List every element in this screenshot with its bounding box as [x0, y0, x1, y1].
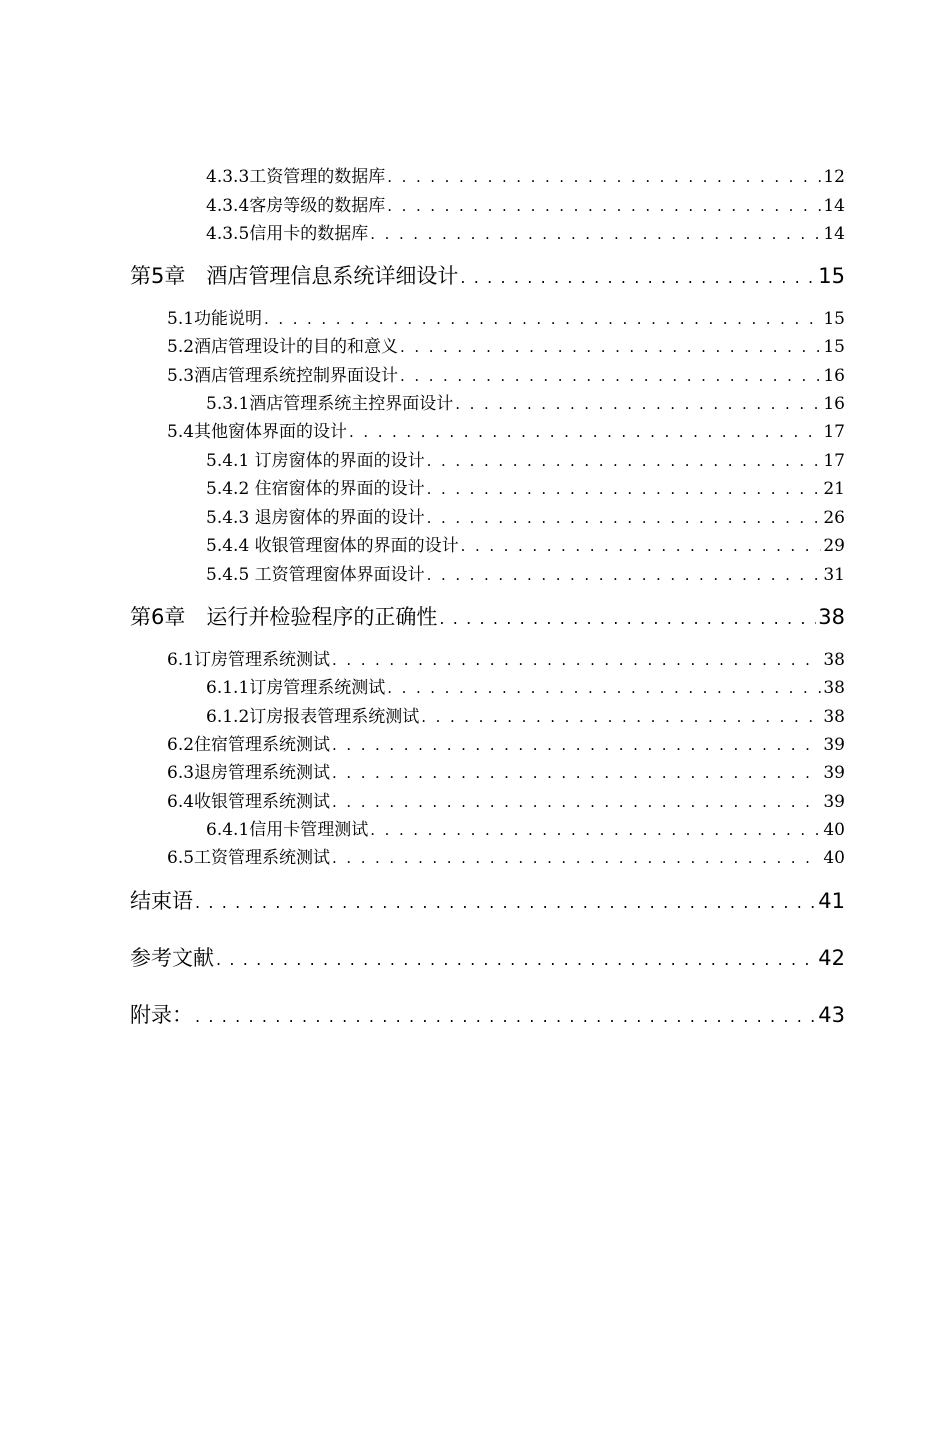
- dot-leader: [370, 221, 821, 247]
- toc-page-number: 14: [823, 196, 845, 216]
- dot-leader: [460, 263, 816, 291]
- dot-leader: [427, 448, 822, 474]
- toc-entry-title: 6.5工资管理系统测试: [167, 848, 331, 868]
- dot-leader: [264, 306, 821, 332]
- toc-entry-title: 5.4.2 住宿窗体的界面的设计: [206, 479, 425, 499]
- toc-chapter-title: 第6章 运行并检验程序的正确性: [130, 605, 438, 629]
- dot-leader: [332, 789, 821, 815]
- toc-page-number: 31: [823, 565, 845, 585]
- dot-leader: [439, 604, 816, 632]
- toc-entry-title: 5.3酒店管理系统控制界面设计: [167, 366, 399, 386]
- toc-entry-title: 6.1订房管理系统测试: [167, 650, 331, 670]
- toc-page-number: 15: [818, 264, 845, 288]
- toc-entry-title: 6.1.1订房管理系统测试: [206, 678, 386, 698]
- toc-page-number: 21: [823, 479, 845, 499]
- toc-chapter-entry[interactable]: [130, 943, 845, 973]
- toc-entry-title: 5.4.3 退房窗体的界面的设计: [206, 508, 425, 528]
- dot-leader: [427, 476, 822, 502]
- dot-leader: [461, 533, 822, 559]
- toc-entry[interactable]: [206, 675, 845, 701]
- toc-entry[interactable]: [167, 732, 845, 758]
- dot-leader: [332, 845, 821, 871]
- toc-entry[interactable]: [167, 334, 845, 360]
- dot-leader: [387, 193, 821, 219]
- toc-entry[interactable]: [206, 817, 845, 843]
- toc-page-number: 15: [823, 337, 845, 357]
- dot-leader: [427, 562, 822, 588]
- toc-entry[interactable]: [167, 760, 845, 786]
- toc-entry-title: 6.4收银管理系统测试: [167, 792, 331, 812]
- toc-page-number: 41: [818, 889, 845, 913]
- toc-page-number: 17: [823, 451, 845, 471]
- toc-entry[interactable]: [167, 789, 845, 815]
- dot-leader: [455, 391, 821, 417]
- toc-entry[interactable]: [206, 476, 845, 502]
- toc-entry[interactable]: [206, 505, 845, 531]
- dot-leader: [332, 760, 821, 786]
- toc-chapter-entry[interactable]: [130, 886, 845, 916]
- toc-entry-title: 4.3.4客房等级的数据库: [206, 196, 386, 216]
- toc-page-number: 39: [823, 792, 845, 812]
- toc-entry[interactable]: [167, 363, 845, 389]
- toc-page-number: 17: [823, 422, 845, 442]
- toc-chapter-entry[interactable]: [130, 1000, 845, 1030]
- toc-entry[interactable]: [206, 704, 845, 730]
- toc-page-number: 38: [823, 650, 845, 670]
- toc-entry[interactable]: [206, 164, 845, 190]
- dot-leader: [400, 334, 821, 360]
- dot-leader: [216, 945, 816, 973]
- dot-leader: [400, 363, 821, 389]
- toc-page-number: 16: [823, 394, 845, 414]
- dot-leader: [387, 164, 821, 190]
- toc-chapter-title: 结束语: [130, 889, 193, 913]
- toc-entry[interactable]: [206, 448, 845, 474]
- toc-page-number: 15: [823, 309, 845, 329]
- toc-entry-title: 6.3退房管理系统测试: [167, 763, 331, 783]
- toc-entry[interactable]: [206, 533, 845, 559]
- toc-page-number: 12: [823, 167, 845, 187]
- toc-entry-title: 4.3.5信用卡的数据库: [206, 224, 369, 244]
- dot-leader: [370, 817, 821, 843]
- toc-entry[interactable]: [167, 845, 845, 871]
- toc-page-number: 38: [823, 707, 845, 727]
- dot-leader: [332, 647, 821, 673]
- dot-leader: [387, 675, 821, 701]
- toc-entry[interactable]: [206, 221, 845, 247]
- toc-entry[interactable]: [206, 391, 845, 417]
- toc-entry[interactable]: [167, 306, 845, 332]
- toc-entry[interactable]: [167, 647, 845, 673]
- toc-entry-title: 5.4.1 订房窗体的界面的设计: [206, 451, 425, 471]
- toc-page-number: 42: [818, 946, 845, 970]
- toc-chapter-title: 第5章 酒店管理信息系统详细设计: [130, 264, 459, 288]
- dot-leader: [421, 704, 821, 730]
- toc-page-number: 29: [823, 536, 845, 556]
- toc-entry[interactable]: [167, 419, 845, 445]
- toc-page-number: 38: [818, 605, 845, 629]
- toc-page-number: 26: [823, 508, 845, 528]
- toc-chapter-title: 附录：: [130, 1003, 193, 1027]
- dot-leader: [427, 505, 822, 531]
- toc-chapter-title: 参考文献: [130, 946, 214, 970]
- toc-entry-title: 6.1.2订房报表管理系统测试: [206, 707, 420, 727]
- toc-page-number: 40: [823, 848, 845, 868]
- toc-chapter-entry[interactable]: [130, 261, 845, 291]
- toc-page-number: 38: [823, 678, 845, 698]
- dot-leader: [195, 1002, 816, 1030]
- toc-entry-title: 5.4其他窗体界面的设计: [167, 422, 348, 442]
- toc-page-number: 14: [823, 224, 845, 244]
- toc-page-number: 39: [823, 735, 845, 755]
- toc-entry[interactable]: [206, 193, 845, 219]
- toc-entry-title: 5.2酒店管理设计的目的和意义: [167, 337, 399, 357]
- toc-entry-title: 5.4.4 收银管理窗体的界面的设计: [206, 536, 459, 556]
- toc-entry-title: 5.3.1酒店管理系统主控界面设计: [206, 394, 454, 414]
- toc-page-number: 16: [823, 366, 845, 386]
- toc-chapter-entry[interactable]: [130, 602, 845, 632]
- dot-leader: [332, 732, 821, 758]
- toc-entry-title: 5.1功能说明: [167, 309, 263, 329]
- toc-entry-title: 6.4.1信用卡管理测试: [206, 820, 369, 840]
- toc-entry-title: 4.3.3工资管理的数据库: [206, 167, 386, 187]
- toc-page-number: 39: [823, 763, 845, 783]
- toc-page-number: 43: [818, 1003, 845, 1027]
- toc-entry[interactable]: [206, 562, 845, 588]
- toc-page-number: 40: [823, 820, 845, 840]
- toc-entry-title: 6.2住宿管理系统测试: [167, 735, 331, 755]
- dot-leader: [195, 888, 816, 916]
- dot-leader: [349, 419, 821, 445]
- toc-entry-title: 5.4.5 工资管理窗体界面设计: [206, 565, 425, 585]
